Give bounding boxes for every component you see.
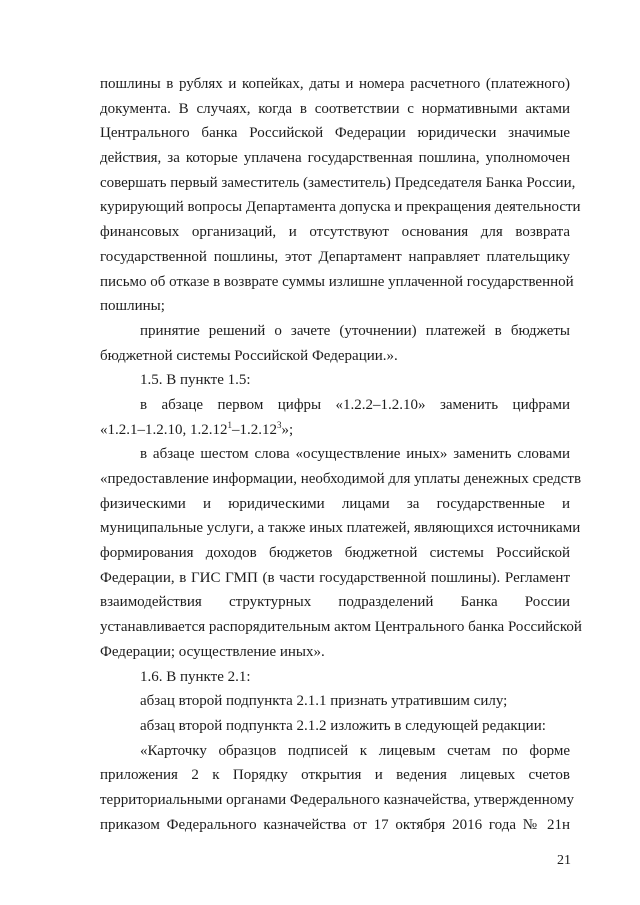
formula-sup-2: 3 (277, 419, 282, 430)
text-line: 1.5. В пункте 1.5: (140, 372, 251, 389)
page-number: 21 (557, 853, 571, 868)
text-line: абзац второй подпункта 2.1.2 изложить в следующей редакции: (140, 717, 546, 734)
text-line: приложения 2 к Порядку открытия и ведения лицевых счетов (100, 767, 570, 784)
text-line: пошлины в рублях и копейках, даты и номера расчетного (платежного) (100, 76, 570, 92)
text-line: пошлины; (100, 298, 165, 315)
text-line: в абзаце шестом слова «осуществление иных» заменить словами (140, 446, 570, 463)
text-line: Федерации; осуществление иных». (100, 643, 325, 660)
text-line: финансовых организаций, и отсутствуют основания для возврата (100, 224, 570, 241)
text-line: государственной пошлины, этот Департамент направляет плательщику (100, 248, 570, 265)
formula-mid: –1.2.12 (232, 421, 277, 438)
formula-tail: »; (281, 421, 294, 438)
text-line: Центрального банка Российской Федерации юридически значимые (100, 125, 570, 142)
text-line: формирования доходов бюджетов бюджетной системы Российской (100, 545, 570, 562)
text-line: взаимодействия структурных подразделений Банка России (100, 594, 570, 611)
text-line: в абзаце первом цифры «1.2.2–1.2.10» заменить цифрами (140, 396, 570, 413)
text-line: физическими и юридическими лицами за государственные и (100, 495, 570, 512)
text-line: 1.6. В пункте 2.1: (140, 668, 251, 685)
text-line: действия, за которые уплачена государственная пошлина, уполномочен (100, 150, 570, 167)
text-line: письмо об отказе в возврате суммы излишне уплаченной государственной (100, 273, 574, 290)
document-body (100, 72, 582, 837)
text-line: приказом Федерального казначейства от 17 октября 2016 года № 21н (100, 816, 570, 833)
formula-sup-1: 1 (227, 419, 232, 430)
text-line: совершать первый заместитель (заместитель) Председателя Банка России, (100, 174, 576, 191)
text-line: муниципальные услуги, а также иных платежей, являющихся источниками (100, 520, 581, 537)
text-line: принятие решений о зачете (уточнении) платежей в бюджеты (140, 322, 570, 339)
formula-line (100, 418, 570, 443)
formula-lead: «1.2.1–1.2.10, 1.2.12 (100, 421, 228, 438)
text-line: устанавливается распорядительным актом Центрального банка Российской (100, 619, 582, 636)
text-line: «Карточку образцов подписей к лицевым счетам по форме (140, 742, 570, 759)
text-line: курирующий вопросы Департамента допуска и прекращения деятельности (100, 199, 581, 216)
text-line: «предоставление информации, необходимой для уплаты денежных средств (100, 471, 582, 487)
text-line: документа. В случаях, когда в соответствии с нормативными актами (100, 100, 570, 117)
text-line: бюджетной системы Российской Федерации.». (100, 347, 398, 364)
text-line: Федерации, в ГИС ГМП (в части государственной пошлины). Регламент (100, 569, 570, 586)
text-line: абзац второй подпункта 2.1.1 признать утратившим силу; (140, 693, 508, 710)
text-line: территориальными органами Федерального казначейства, утвержденному (100, 791, 574, 808)
